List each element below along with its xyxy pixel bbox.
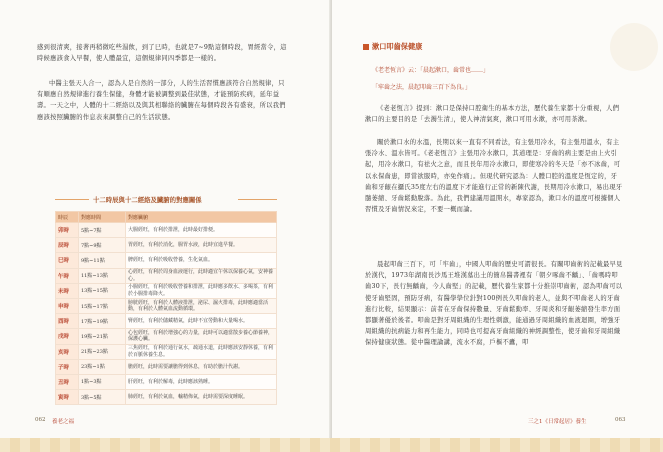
time-cell: 13點~15點 [79,283,126,298]
table-row [56,283,277,298]
organ-desc-cell: 脾經旺，有利於吸收營養，生化氣血。 [126,253,277,268]
table-row [56,359,277,374]
organ-desc-cell: 小腸經旺，有利於吸收營養和排泄，此時應多飲水、多喝茶，有利於小腸排毒降火。 [126,283,277,298]
time-cell: 11點~13點 [79,268,126,283]
organ-desc-cell: 心經旺，有利於周身血液運行，此時適宜午休以保養心氣，安神養心。 [126,268,277,283]
title-rule-left [55,199,89,200]
left-page-number: 062 [35,417,46,423]
organ-desc-cell: 三焦經旺，有利於通行氣水，疏通水道，此時應該安靜休養，有利於百脈休養生息。 [126,344,277,359]
hour-cell: 寅時 [56,390,79,405]
header-organ: 對應臟腑 [126,212,277,223]
time-cell: 1點~3點 [79,374,126,389]
table-row [56,268,277,283]
table-row [56,374,277,389]
organ-desc-cell: 腎經旺，有利於儲藏精氣，此時不宜勞動和大量喝水。 [126,314,277,329]
meridian-table [55,211,277,405]
left-running-head: 養老之福 [52,419,75,425]
table-body [56,223,277,405]
right-paragraph-3: 晨起叩齒三百下，可「牢齒」，中國人叩齒的歷史可謂很長。有關叩齒術的記載最早見於漢代，1973年湖南長沙馬王堆漢墓出土的簡帛醫書裡有「朝夕啄齒不齲」、「齒嗎時叩齒30下，長行無齲齒，今人齒堅」的記載，歷代養生家都十分推崇叩齒術，認為叩齒可以使牙齒堅固，預防牙病，有醫學學位針對100例長久叩齒的老人，並與不叩齒老人的牙齒進行比較，結果顯示：前者在牙齒保持數量、牙齒鬆動率、牙周炎和牙齦萎縮發生率方面都顯著優於後者。叩齒是對牙周組織的生理性刺激，能通過牙周組織的血液迴圈，增強牙周組織的抗病能力和再生能力，同時也可提高牙齒組織的神經調整性，使牙齒和牙周組織保持健康狀態。從中醫理論講，流水不腐，戶樞不蠹，叩 [365,261,623,347]
table-row [56,329,277,344]
body-paragraph: 中醫主張天人合一，認為人是自然的一部分，人的生活習慣應該符合自然規律，只有順應自然規律進行養生保健，身體才能被調整到最佳狀態，才能預防疾病，延年益壽。一天之中，人體的十二經絡以及與其相聯絡的臟腑在每個時段各有盛衰，所以我們應該按照臟腑的作息表來調整自己的生活狀態。 [37,80,286,121]
section-marker-icon [363,44,369,50]
hour-cell: 戌時 [56,329,79,344]
section-title: 漱口叩齒保健康 [372,42,423,51]
table-title: 十二時辰與十二經絡及臟腑的對應關係 [93,196,202,204]
hour-cell: 申時 [56,298,79,313]
left-page [0,0,331,452]
quote-one: 《老老恆言》云：「晨起漱口，齒常也……」 [372,67,490,74]
time-cell: 3點~5點 [79,390,126,405]
organ-desc-cell: 肝經旺，有利於解毒，此時應該熟睡。 [126,374,277,389]
organ-desc-cell: 大腸經旺，有利於排泄，此時最好排便。 [126,223,277,238]
title-rule-right [238,199,277,200]
hour-cell: 午時 [56,268,79,283]
hour-cell: 巳時 [56,253,79,268]
organ-desc-cell: 心包經旺，有利於增強心的力量，此時可以適當散步養心節養神，保護心臟。 [126,329,277,344]
time-cell: 15點~17點 [79,298,126,313]
table-row [56,298,277,313]
time-cell: 19點~21點 [79,329,126,344]
right-paragraph-2: 關於漱口水的水溫，長期以來一直有不同看法，有主張用冷水，有主張用溫水，有主張冷水、溫水皆可。《老老恆言》主張用冷水漱口，其道理是：牙齒的病主要是由上火引起，用冷水漱口，有祛火之意，而且長年用冷水漱口，即使寒冷的冬天是「亦不冰齒，可以永保齒患，即當欲服時，亦免作痛」。但現代研究認為：人體口腔的溫度是恆定的，牙齒和牙齦在攝氏35度左右的溫度下才能進行正常的新陳代謝，長期用冷水漱口，易出現牙髓萎縮、牙齒鬆動脫落。為此，我們建議用溫開水，專家認為，漱口水的溫度可根據個人習慣及牙齒情況來定，不要一概而論。 [365,139,623,214]
header-time: 對應時間 [79,212,126,223]
table-row [56,253,277,268]
table-row [56,223,277,238]
footer-pattern-band [0,438,663,452]
organ-desc-cell: 膀胱經旺，有利於人體液排泄，泌尿、濕火排毒，此時應適當活動，有利於人體氣血流動循環。 [126,298,277,313]
time-cell: 17點~19點 [79,314,126,329]
hour-cell: 未時 [56,283,79,298]
right-running-head: 三之1《日常起居》養生 [528,419,587,425]
table-row [56,314,277,329]
intro-paragraph: 感到很清爽，接著再稍微吃些湯飲，到了巳時，也就是7~9點這個時段，胃經當令，這時候應該食入早餐，使人體最宜，這個規律同四季都是一樣的。 [37,44,287,63]
organ-desc-cell: 膽經旺，此時需要讓膽得到休息，有助於膽汁代謝。 [126,359,277,374]
time-cell: 7點~9點 [79,238,126,253]
organ-desc-cell: 肺經旺，有利於氣血，輸精佈氣，此時需要深度睡眠。 [126,390,277,405]
table-row [56,390,277,405]
time-cell: 5點~7點 [79,223,126,238]
right-page-number: 063 [615,417,626,423]
time-cell: 21點~23點 [79,344,126,359]
table-row [56,344,277,359]
watermark-seal [610,23,658,71]
time-cell: 23點~1點 [79,359,126,374]
organ-desc-cell: 胃經旺，有利於消化，腸胃水液，此時宜進早餐。 [126,238,277,253]
hour-cell: 子時 [56,359,79,374]
hour-cell: 丑時 [56,374,79,389]
right-paragraph-1: 《老老恆言》提到：漱口是保持口腔衛生的基本方法，歷代養生家都十分重視，人們漱口的主要目的是「去濁生清」，使人神清氣爽，漱口可用水漱，亦可用茶漱。 [365,105,620,124]
header-hour: 時辰 [56,212,79,223]
hour-cell: 卯時 [56,223,79,238]
time-cell: 9點~11點 [79,253,126,268]
hour-cell: 亥時 [56,344,79,359]
hour-cell: 酉時 [56,314,79,329]
hour-cell: 辰時 [56,238,79,253]
table-row [56,238,277,253]
quote-two: 「牢齒之法，晨起叩齒三百下為良。」 [372,84,472,91]
